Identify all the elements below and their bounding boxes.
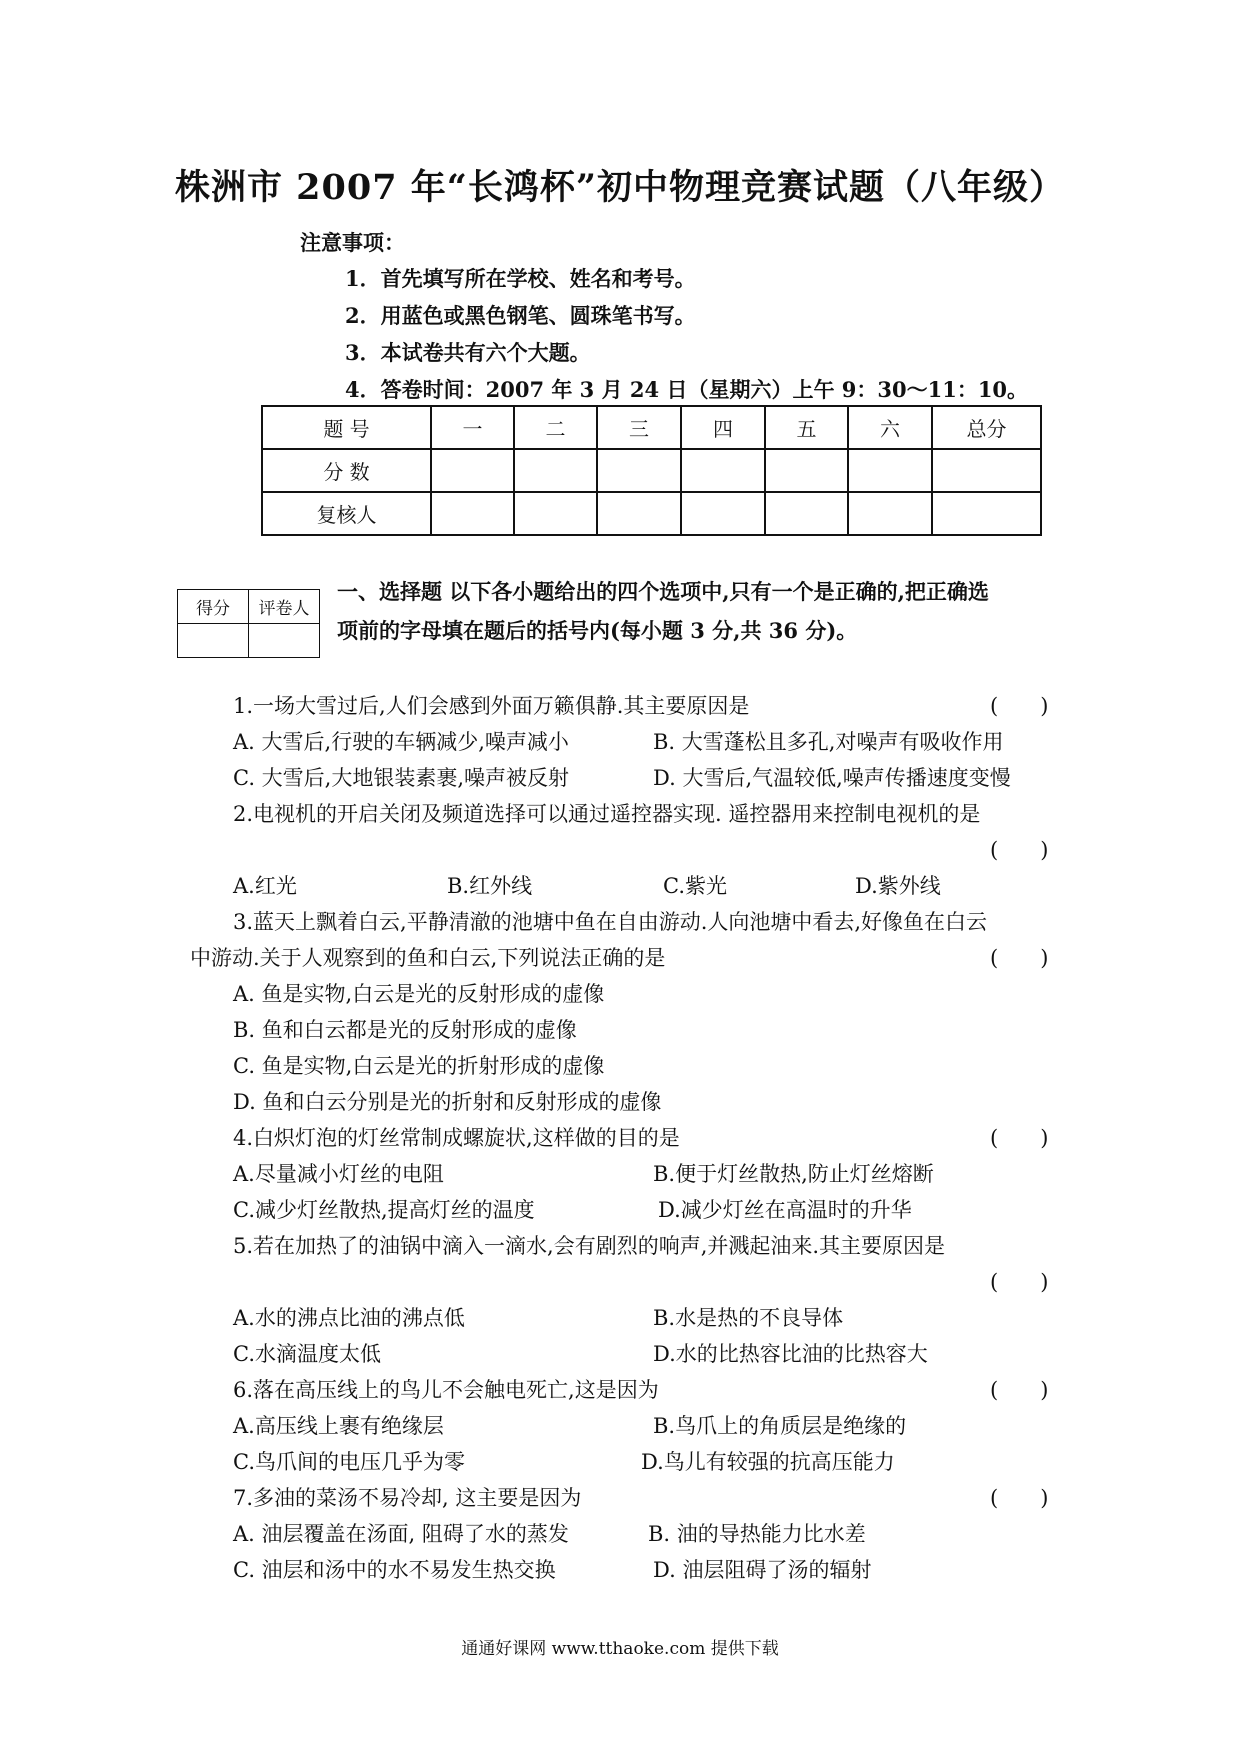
option-line [0, 1156, 1240, 1192]
score-cell[interactable] [681, 449, 765, 492]
option: B.红外线 [447, 874, 533, 898]
score-table-row [262, 492, 1041, 535]
score-header-cell: 题 号 [262, 406, 431, 449]
option: B.鸟爪上的角质层是绝缘的 [653, 1414, 907, 1438]
option: B. 油的导热能力比水差 [648, 1522, 866, 1546]
question-stem: 7.多油的菜汤不易冷却, 这主要是因为 [233, 1486, 582, 1510]
option: A. 大雪后,行驶的车辆减少,噪声减小 [233, 730, 569, 754]
page-title: 株洲市 2007 年“长鸿杯”初中物理竞赛试题（八年级） [174, 167, 1066, 208]
option: D.紫外线 [855, 874, 941, 898]
grader-header-row [178, 590, 320, 624]
footer-credit: 通通好课网 www.tthaoke.com 提供下载 [461, 1639, 779, 1659]
option-line [0, 868, 1240, 904]
option: B. 大雪蓬松且多孔,对噪声有吸收作用 [653, 730, 1004, 754]
option: B. 鱼和白云都是光的反射形成的虚像 [233, 1018, 577, 1042]
notice-list [345, 260, 1028, 408]
score-header-cell: 五 [765, 406, 848, 449]
question-stem: 3.蓝天上飘着白云,平静清澈的池塘中鱼在自由游动.人向池塘中看去,好像鱼在白云 [233, 910, 988, 934]
score-header-cell: 四 [681, 406, 765, 449]
option: A. 油层覆盖在汤面, 阻碍了水的蒸发 [233, 1522, 569, 1546]
score-cell[interactable] [597, 449, 681, 492]
question-stem: 5.若在加热了的油锅中滴入一滴水,会有剧烈的响声,并溅起油来.其主要原因是 [233, 1234, 946, 1258]
question-stem-line [0, 940, 1240, 976]
grader-header-cell: 评卷人 [249, 590, 320, 624]
notice-heading: 注意事项： [300, 230, 405, 255]
notice-item: 3．本试卷共有六个大题。 [345, 340, 591, 365]
question-list [0, 688, 1240, 1588]
score-table-row [262, 449, 1041, 492]
option: A.红光 [233, 874, 297, 898]
grader-header-cell: 得分 [178, 590, 249, 624]
answer-bracket[interactable]: ( ) [990, 1270, 1049, 1294]
question-stem-line [0, 1480, 1240, 1516]
score-cell[interactable] [597, 492, 681, 535]
option: C.水滴温度太低 [233, 1342, 381, 1366]
option: C. 鱼是实物,白云是光的折射形成的虚像 [233, 1054, 605, 1078]
score-cell[interactable] [932, 449, 1041, 492]
notice-item: 2．用蓝色或黑色钢笔、圆珠笔书写。 [345, 303, 696, 328]
option: A.高压线上裹有绝缘层 [233, 1414, 444, 1438]
score-table [261, 405, 1042, 536]
question-stem: 中游动.关于人观察到的鱼和白云,下列说法正确的是 [190, 946, 666, 970]
answer-bracket[interactable]: ( ) [990, 694, 1049, 718]
option: A.水的沸点比油的沸点低 [233, 1306, 465, 1330]
bracket-line [0, 832, 1240, 868]
score-row-label: 分 数 [262, 449, 431, 492]
option-line [0, 1408, 1240, 1444]
score-cell[interactable] [514, 492, 597, 535]
score-cell[interactable] [431, 449, 514, 492]
grader-score-cell[interactable] [178, 624, 249, 658]
question-stem-line [0, 688, 1240, 724]
score-table-header-row [262, 406, 1041, 449]
answer-bracket[interactable]: ( ) [990, 946, 1049, 970]
section-heading-line: 一、选择题 以下各小题给出的四个选项中,只有一个是正确的,把正确选 [337, 579, 989, 604]
question-stem-line [0, 904, 1240, 940]
option: D.减少灯丝在高温时的升华 [658, 1198, 912, 1222]
option: D. 鱼和白云分别是光的折射和反射形成的虚像 [233, 1090, 662, 1114]
answer-bracket[interactable]: ( ) [990, 1126, 1049, 1150]
grader-name-cell[interactable] [249, 624, 320, 658]
option-line [0, 976, 1240, 1012]
option: C.减少灯丝散热,提高灯丝的温度 [233, 1198, 535, 1222]
option: C.鸟爪间的电压几乎为零 [233, 1450, 465, 1474]
option-line [0, 724, 1240, 760]
option: D. 大雪后,气温较低,噪声传播速度变慢 [653, 766, 1011, 790]
score-header-cell: 六 [848, 406, 932, 449]
grader-row [178, 624, 320, 658]
score-cell[interactable] [431, 492, 514, 535]
section-heading-line: 项前的字母填在题后的括号内(每小题 3 分,共 36 分)。 [337, 618, 858, 643]
notice-item: 4．答卷时间：2007 年 3 月 24 日（星期六）上午 9：30～11：10。 [345, 377, 1029, 402]
score-cell[interactable] [765, 492, 848, 535]
option: B.水是热的不良导体 [653, 1306, 844, 1330]
score-cell[interactable] [932, 492, 1041, 535]
option-line [0, 1048, 1240, 1084]
option-line [0, 1336, 1240, 1372]
option-line [0, 760, 1240, 796]
question-stem-line [0, 1228, 1240, 1264]
option: A. 鱼是实物,白云是光的反射形成的虚像 [233, 982, 605, 1006]
grader-table [177, 589, 320, 658]
question-stem: 4.白炽灯泡的灯丝常制成螺旋状,这样做的目的是 [233, 1126, 680, 1150]
score-header-cell: 三 [597, 406, 681, 449]
answer-bracket[interactable]: ( ) [990, 838, 1049, 862]
score-cell[interactable] [848, 449, 932, 492]
score-cell[interactable] [514, 449, 597, 492]
question-stem-line [0, 1372, 1240, 1408]
score-cell[interactable] [848, 492, 932, 535]
bracket-line [0, 1264, 1240, 1300]
score-header-cell: 一 [431, 406, 514, 449]
option-line [0, 1012, 1240, 1048]
question-stem: 2.电视机的开启关闭及频道选择可以通过遥控器实现. 遥控器用来控制电视机的是 [233, 802, 981, 826]
score-header-cell: 二 [514, 406, 597, 449]
score-header-cell: 总分 [932, 406, 1041, 449]
answer-bracket[interactable]: ( ) [990, 1486, 1049, 1510]
option-line [0, 1444, 1240, 1480]
option-line [0, 1192, 1240, 1228]
option-line [0, 1084, 1240, 1120]
option: A.尽量减小灯丝的电阻 [233, 1162, 444, 1186]
section-heading [337, 572, 1057, 650]
notice-item: 1．首先填写所在学校、姓名和考号。 [345, 266, 696, 291]
option: D.水的比热容比油的比热容大 [653, 1342, 928, 1366]
option: D.鸟儿有较强的抗高压能力 [641, 1450, 895, 1474]
option-line [0, 1300, 1240, 1336]
option: D. 油层阻碍了汤的辐射 [653, 1558, 872, 1582]
option: B.便于灯丝散热,防止灯丝熔断 [653, 1162, 934, 1186]
score-row-label: 复核人 [262, 492, 431, 535]
question-stem-line [0, 1120, 1240, 1156]
question-stem: 6.落在高压线上的鸟儿不会触电死亡,这是因为 [233, 1378, 659, 1402]
score-cell[interactable] [681, 492, 765, 535]
question-stem: 1.一场大雪过后,人们会感到外面万籁俱静.其主要原因是 [233, 694, 750, 718]
option: C. 油层和汤中的水不易发生热交换 [233, 1558, 556, 1582]
score-cell[interactable] [765, 449, 848, 492]
option: C. 大雪后,大地银装素裹,噪声被反射 [233, 766, 570, 790]
option-line [0, 1552, 1240, 1588]
answer-bracket[interactable]: ( ) [990, 1378, 1049, 1402]
question-stem-line [0, 796, 1240, 832]
option-line [0, 1516, 1240, 1552]
option: C.紫光 [663, 874, 727, 898]
